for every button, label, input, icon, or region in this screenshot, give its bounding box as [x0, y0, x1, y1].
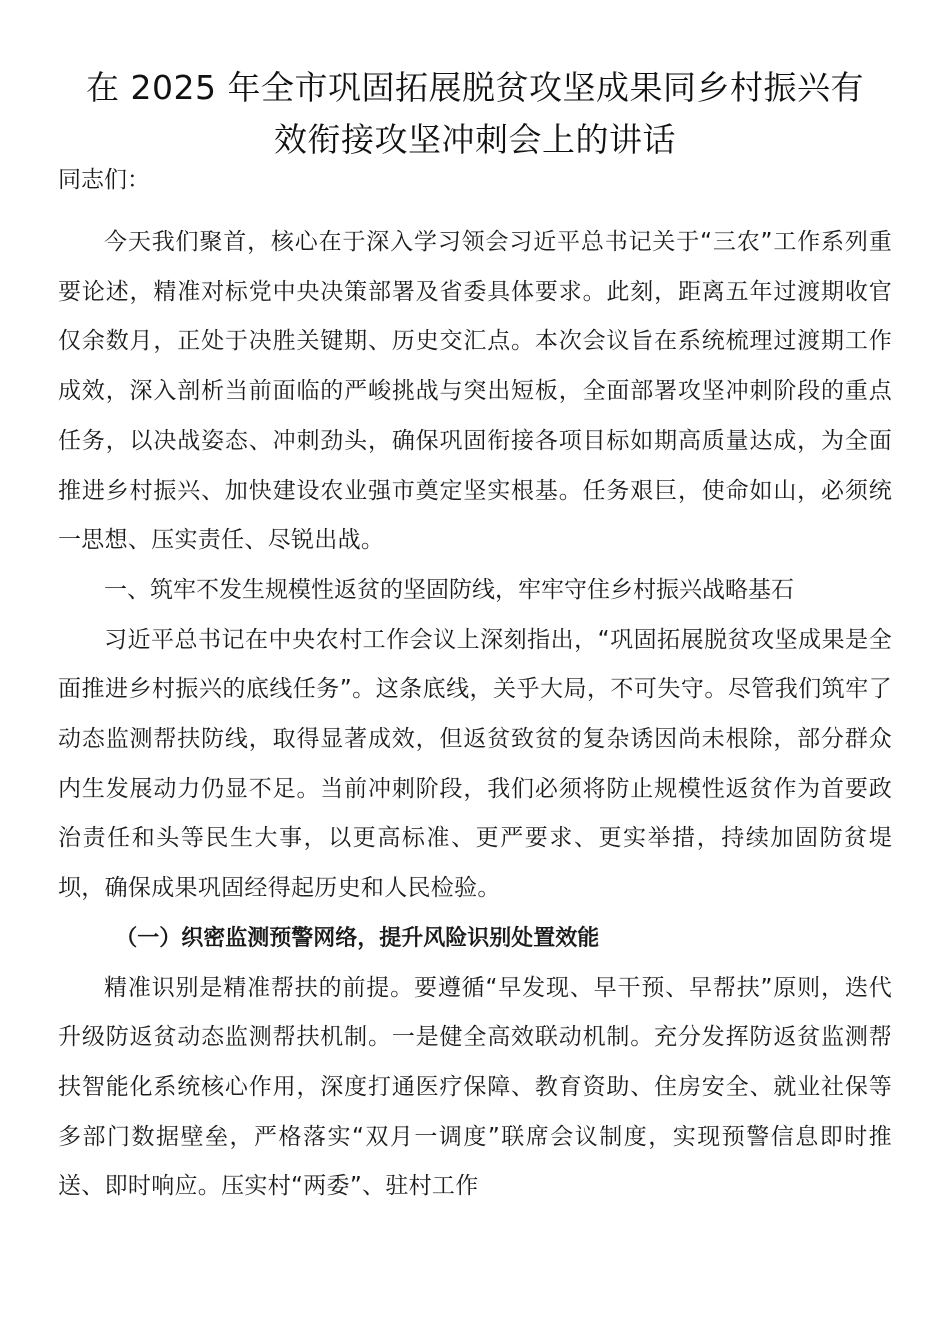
document-page: [58, 62, 892, 1212]
title-line-2: 效衔接攻坚冲刺会上的讲话: [274, 120, 676, 159]
document-title: [58, 62, 892, 166]
section-heading-1: 一、筑牢不发生规模性返贫的坚固防线，牢牢守住乡村振兴战略基石: [104, 576, 794, 603]
title-line-1: 在 2025 年全市巩固拓展脱贫攻坚成果同乡村振兴有: [86, 68, 864, 107]
subsection-heading-1: （一）织密监测预警网络，提升风险识别处置效能: [115, 925, 600, 951]
paragraph-section-1: 习近平总书记在中央农村工作会议上深刻指出，“巩固拓展脱贫攻坚成果是全面推进乡村振兴的底线任务”。这条底线，关乎大局，不可失守。尽管我们筑牢了动态监测帮扶防线，取得显著成效，但返贫致贫的复杂诱因尚未根除，部分群众内生发展动力仍显不足。当前冲刺阶段，我们必须将防止规模性返贫作为首要政治责任和头等民生大事，以更高标准、更严要求、更实举措，持续加固防贫堤坝，确保成果巩固经得起历史和人民检验。: [58, 626, 892, 902]
paragraph-intro: 今天我们聚首，核心在于深入学习领会习近平总书记关于“三农”工作系列重要论述，精准对标党中央决策部署及省委具体要求。此刻，距离五年过渡期收官仅余数月，正处于决胜关键期、历史交汇点。本次会议旨在系统梳理过渡期工作成效，深入剖析当前面临的严峻挑战与突出短板，全面部署攻坚冲刺阶段的重点任务，以决战姿态、冲刺劲头，确保巩固衔接各项目标如期高质量达成，为全面推进乡村振兴、加快建设农业强市奠定坚实根基。任务艰巨，使命如山，必须统一思想、压实责任、尽锐出战。: [58, 229, 892, 554]
paragraph-subsection-1: 精准识别是精准帮扶的前提。要遵循“早发现、早干预、早帮扶”原则，迭代升级防返贫动态监测帮扶机制。一是健全高效联动机制。充分发挥防返贫监测帮扶智能化系统核心作用，深度打通医疗保障、教育资助、住房安全、就业社保等多部门数据壁垒，严格落实“双月一调度”联席会议制度，实现预警信息即时推送、即时响应。压实村“两委”、驻村工作: [58, 974, 892, 1200]
salutation: 同志们：: [58, 167, 150, 193]
